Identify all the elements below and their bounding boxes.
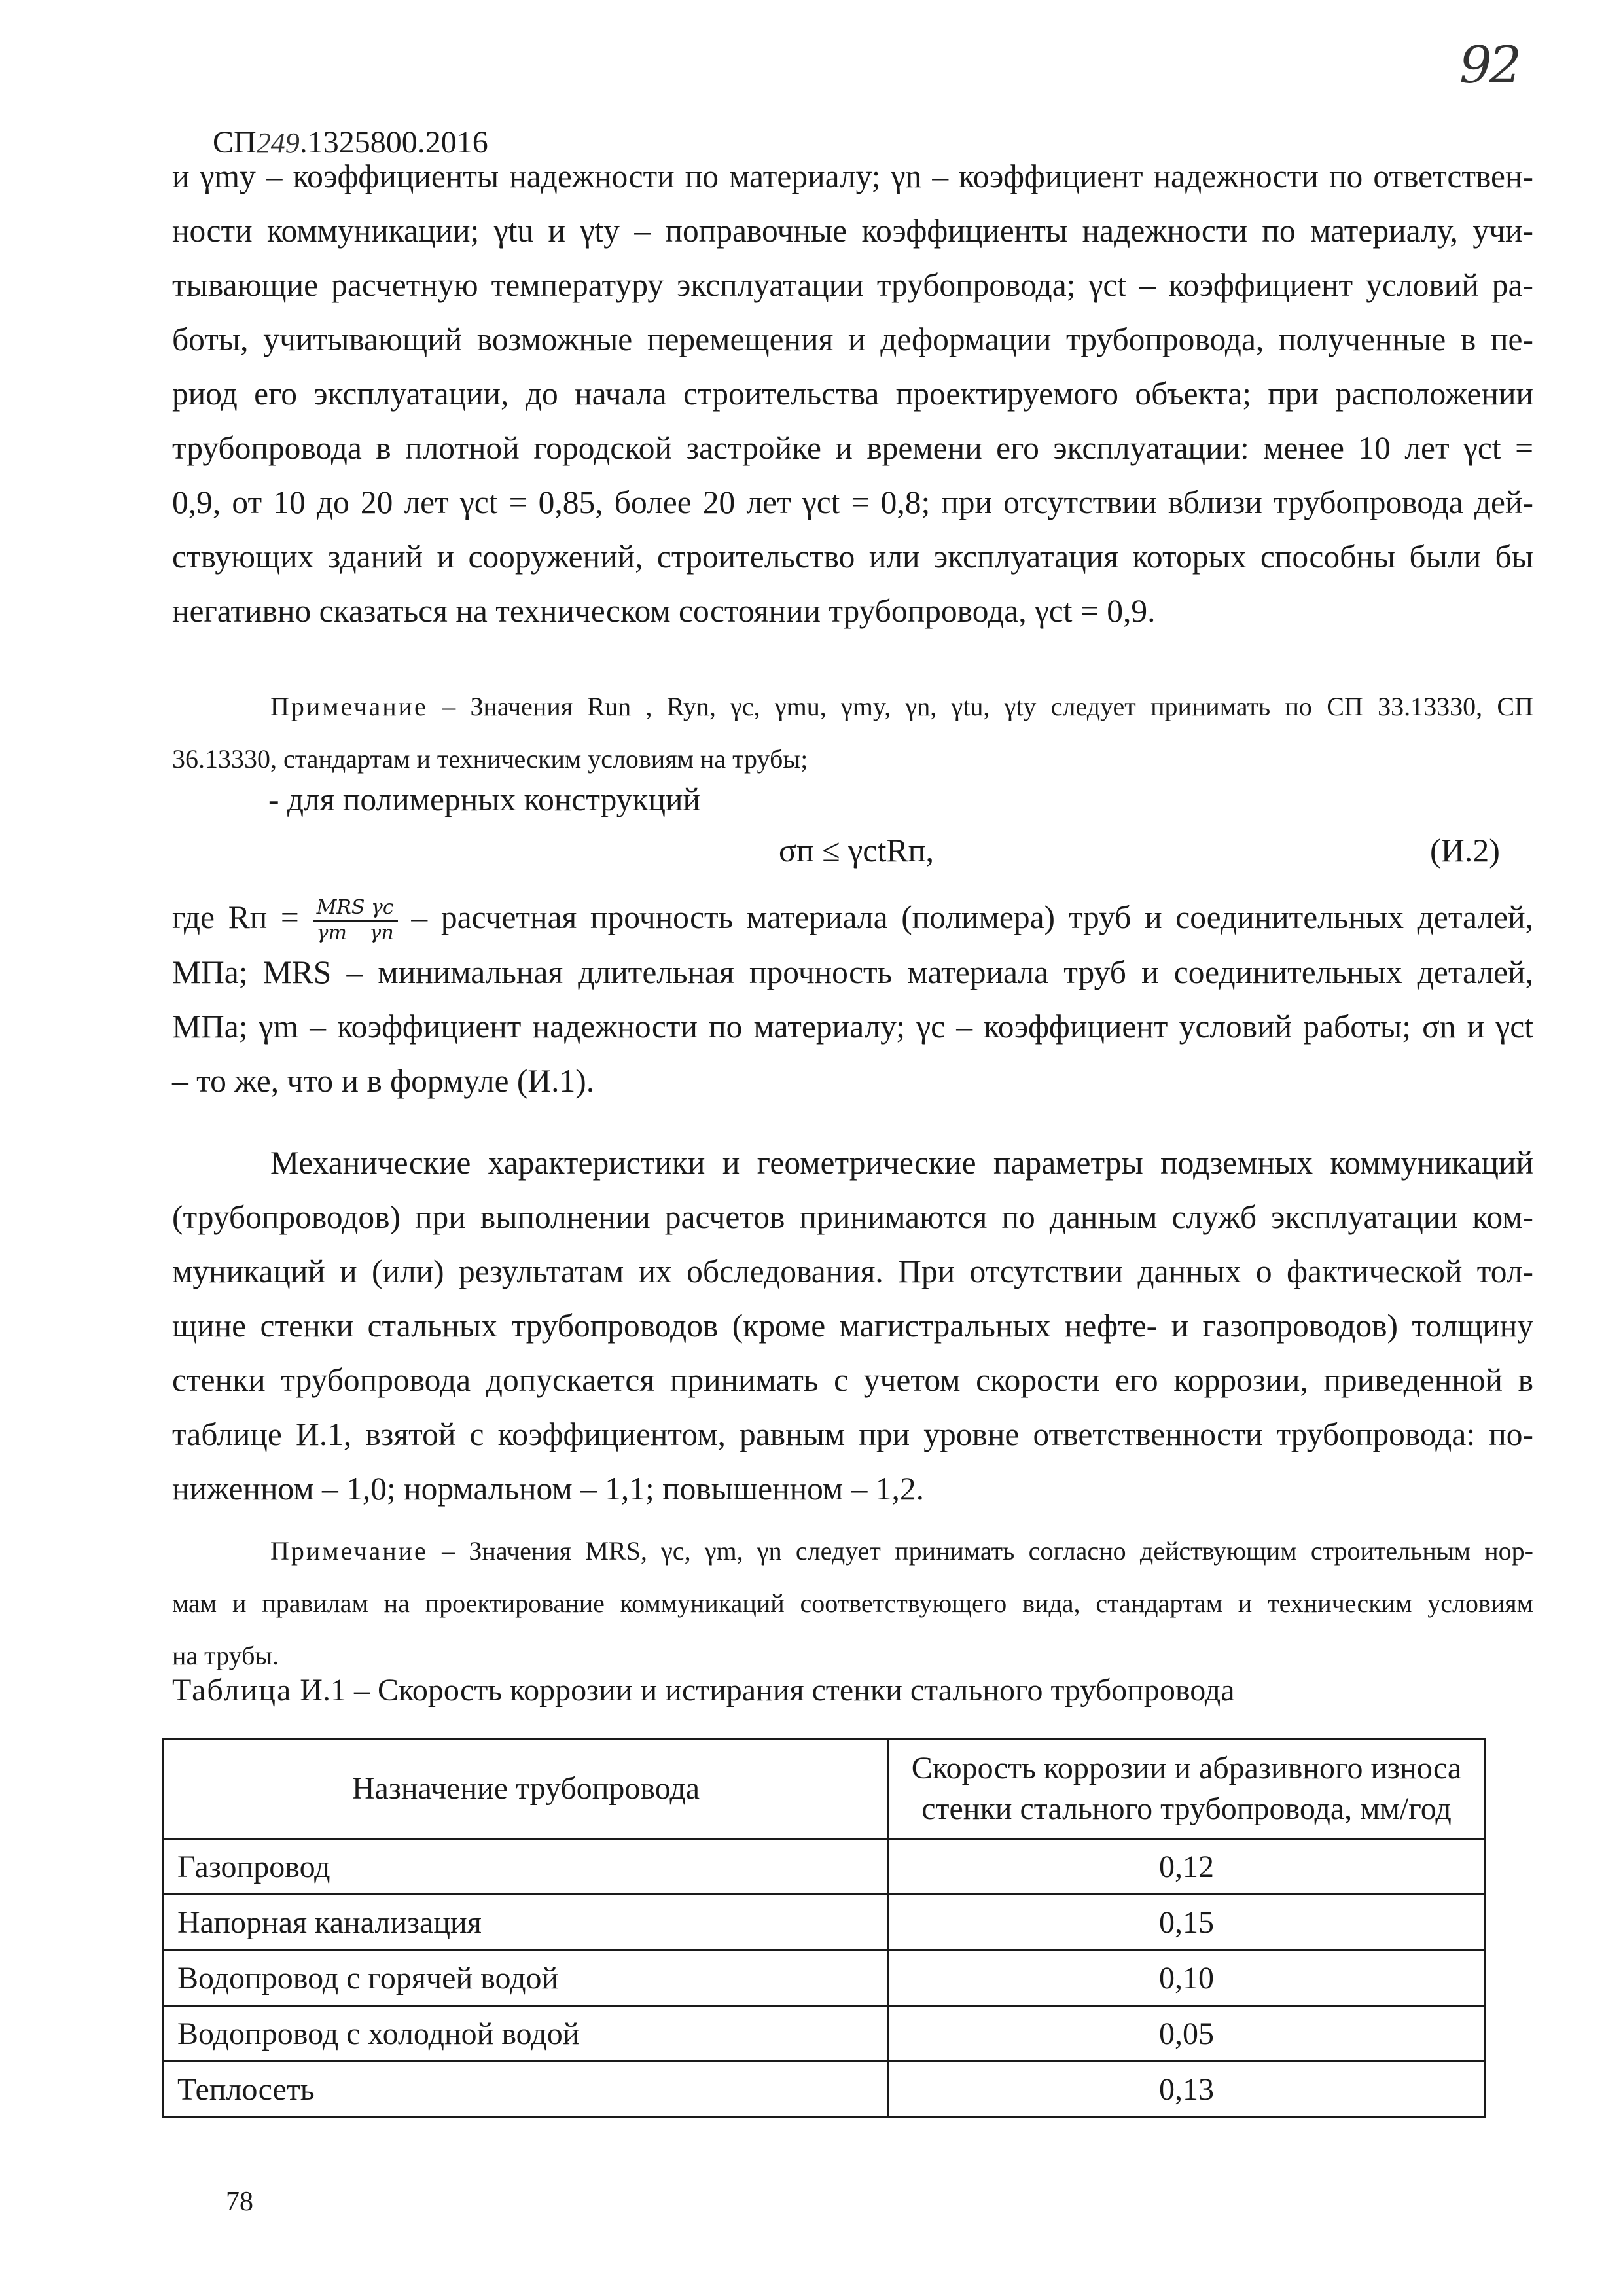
paragraph-polymer: [172, 890, 1533, 1108]
cell-rate: 0,05: [889, 2006, 1485, 2062]
note-label: Примечание: [270, 692, 428, 721]
text-line: 0,9, от 10 до 20 лет γct = 0,85, более 20 лет γct = 0,8; при отсутствии вблизи трубопровода дей-: [172, 484, 1533, 520]
cell-purpose: Газопровод: [164, 1839, 889, 1895]
table-row: [164, 1839, 1485, 1895]
table-caption-text: И.1 – Скорость коррозии и истирания стенки стального трубопровода: [292, 1673, 1235, 1708]
text-line: и γmy – коэффициенты надежности по материалу; γn – коэффициент надежности по ответствен-: [172, 158, 1533, 194]
formula-i2: σп ≤ γctRп,: [779, 832, 934, 869]
text-line: ности коммуникации; γtu и γty – поправочные коэффициенты надежности по материалу, учи-: [172, 213, 1533, 249]
doc-code-prefix: СП: [213, 125, 257, 160]
text-line: щине стенки стальных трубопроводов (кроме магистральных нефте- и газопроводов) толщину: [172, 1308, 1533, 1344]
text-fragment: – расчетная прочность материала (полимера) труб и соединительных деталей,: [397, 899, 1534, 935]
text-fragment: где Rп =: [172, 899, 299, 935]
text-line: ствующих зданий и сооружений, строительство или эксплуатация которых способны были бы: [172, 539, 1533, 575]
note-text: – Значения Run , Ryn, γc, γmu, γmy, γn, γtu, γty следует принимать по СП 33.13330, СП: [427, 692, 1533, 721]
fraction-denominator: γm γn: [316, 922, 394, 945]
note-line: [172, 1525, 1533, 1577]
text-line: - для полимерных конструкций: [268, 781, 700, 817]
table-caption: [172, 1672, 1235, 1708]
fraction: [313, 896, 398, 945]
text-line: муникаций и (или) результатам их обследования. При отсутствии данных о фактической тол-: [172, 1253, 1533, 1289]
table-row: [164, 1950, 1485, 2006]
paragraph-mechanical: [172, 1136, 1533, 1516]
cell-purpose: Водопровод с горячей водой: [164, 1950, 889, 2006]
cell-purpose: Водопровод с холодной водой: [164, 2006, 889, 2062]
cell-rate: 0,12: [889, 1839, 1485, 1895]
column-header-rate: Скорость коррозии и абразивного износа стенки стального трубопровода, мм/год: [889, 1739, 1485, 1839]
note-line: на трубы.: [172, 1641, 279, 1670]
text-line: Механические характеристики и геометрические параметры подземных коммуникаций: [270, 1145, 1533, 1181]
doc-code-handwritten: 249: [256, 127, 300, 159]
handwritten-page-number: 92: [1459, 36, 1520, 95]
polymer-intro: [268, 772, 1512, 827]
note-text: – Значения MRS, γc, γm, γn следует принимать согласно действующим строительным нор-: [427, 1536, 1533, 1566]
page-number: 78: [226, 2187, 253, 2217]
cell-rate: 0,10: [889, 1950, 1485, 2006]
text-line: боты, учитывающий возможные перемещения и деформации трубопровода, полученные в пе-: [172, 321, 1533, 357]
cell-rate: 0,13: [889, 2062, 1485, 2117]
note-line: мам и правилам на проектирование коммуникаций соответствующего вида, стандартам и техническим условиям: [172, 1588, 1533, 1618]
text-line: стенки трубопровода допускается принимать с учетом скорости его коррозии, приведенной в: [172, 1362, 1533, 1398]
table-row: [164, 2006, 1485, 2062]
text-line: ниженном – 1,0; нормальном – 1,1; повышенном – 1,2.: [172, 1471, 924, 1507]
note-mrs: [172, 1525, 1533, 1682]
column-header-purpose: Назначение трубопровода: [164, 1739, 889, 1839]
fraction-numerator: MRS γc: [313, 896, 398, 922]
text-line: тывающие расчетную температуру эксплуатации трубопровода; γct – коэффициент условий ра-: [172, 267, 1533, 303]
paragraph-coefficients: [172, 149, 1533, 638]
text-line: (трубопроводов) при выполнении расчетов принимаются по данным служб эксплуатации ком-: [172, 1199, 1533, 1235]
formula-number: (И.2): [1430, 832, 1500, 869]
text-line: – то же, что и в формуле (И.1).: [172, 1063, 595, 1100]
note-line: [172, 681, 1533, 733]
text-line: МПа; MRS – минимальная длительная прочность материала труб и соединительных деталей,: [172, 954, 1533, 991]
text-line: [172, 890, 1533, 945]
table-header-row: [164, 1739, 1485, 1839]
corrosion-rate-table: [162, 1738, 1486, 2118]
note-label: Примечание: [270, 1536, 428, 1566]
note-line: 36.13330, стандартам и техническим условиям на трубы;: [172, 744, 808, 774]
table-row: [164, 2062, 1485, 2117]
table-caption-label: Таблица: [172, 1673, 293, 1708]
text-line: негативно сказаться на техническом состоянии трубопровода, γct = 0,9.: [172, 593, 1156, 629]
doc-code-suffix: .1325800.2016: [299, 125, 488, 160]
table-row: [164, 1895, 1485, 1950]
text-line: таблице И.1, взятой с коэффициентом, равным при уровне ответственности трубопровода: по-: [172, 1416, 1533, 1452]
cell-purpose: Напорная канализация: [164, 1895, 889, 1950]
text-line: МПа; γm – коэффициент надежности по материалу; γc – коэффициент условий работы; σn и γct: [172, 1009, 1533, 1045]
text-line: трубопровода в плотной городской застройке и времени его эксплуатации: менее 10 лет γct =: [172, 430, 1533, 466]
text-line: риод его эксплуатации, до начала строительства проектируемого объекта; при расположении: [172, 376, 1533, 412]
cell-purpose: Теплосеть: [164, 2062, 889, 2117]
note-values: [172, 681, 1533, 785]
cell-rate: 0,15: [889, 1895, 1485, 1950]
